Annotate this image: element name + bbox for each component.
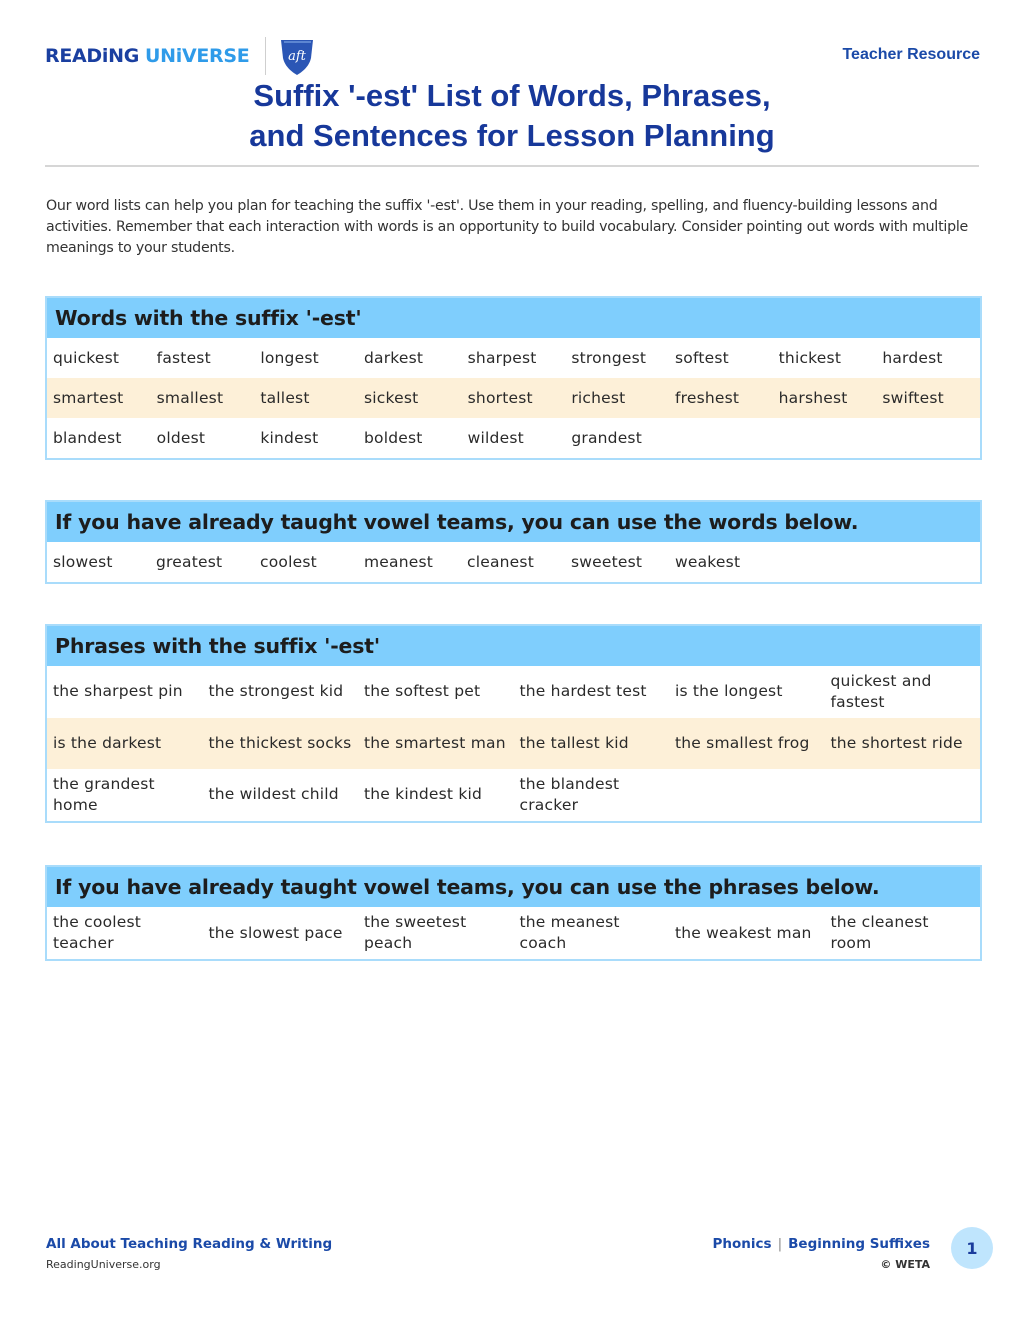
word-cell: hardest — [882, 348, 943, 367]
word-cell: coolest — [260, 552, 317, 571]
phrase-cell: the thickest socks — [203, 718, 359, 770]
word-cell: boldest — [363, 428, 423, 447]
phrase-cell: the coolest teacher — [53, 913, 142, 952]
word-cell: cleanest — [467, 552, 534, 571]
teacher-resource-label: Teacher Resource — [842, 46, 980, 63]
phrase-cell: the wildest child — [208, 785, 339, 804]
word-cell: darkest — [363, 348, 424, 367]
page-title — [0, 76, 1024, 156]
page-title-line-1: Suffix '-est' List of Words, Phrases, — [253, 78, 771, 113]
section-heading: If you have already taught vowel teams, you can use the words below. — [47, 502, 980, 542]
phrase-cell: the sweetest peach — [364, 913, 467, 952]
word-cell: blandest — [53, 428, 122, 447]
phrase-cell: the tallest kid — [514, 718, 670, 770]
phrase-cell: the smallest frog — [669, 718, 825, 770]
logo-universe-text: UNiVERSE — [145, 45, 250, 67]
word-cell: oldest — [156, 428, 206, 447]
word-cell: greatest — [156, 552, 223, 571]
word-cell: softest — [674, 348, 729, 367]
word-cell: grandest — [571, 428, 642, 447]
word-cell: sharpest — [467, 348, 537, 367]
section-words — [45, 296, 982, 460]
phrase-cell: the blandest cracker — [519, 774, 620, 814]
phrase-cell: the cleanest room — [830, 913, 929, 952]
word-cell: meanest — [364, 552, 434, 571]
word-cell: freshest — [669, 378, 773, 418]
word-cell: kindest — [260, 428, 319, 447]
footer-tagline: All About Teaching Reading & Writing — [46, 1236, 333, 1252]
word-grid — [47, 542, 980, 582]
intro-paragraph: Our word lists can help you plan for teaching the suffix '-est'. Use them in your reading, spelling, and fluency-building lessons and activities. Remember that each interaction with words is an opportunity to build vocabulary. Consider pointing out words with multiple meanings to your students. — [46, 198, 969, 256]
phrase-cell: is the longest — [675, 682, 783, 701]
word-cell: slowest — [53, 552, 113, 571]
reading-universe-logo — [45, 36, 316, 76]
word-cell: fastest — [156, 348, 211, 367]
word-cell: richest — [565, 378, 669, 418]
word-cell: tallest — [254, 378, 358, 418]
word-cell: sickest — [358, 378, 462, 418]
phrase-grid — [47, 907, 980, 959]
phrase-cell: the smartest man — [358, 718, 514, 770]
word-cell: quickest — [53, 348, 120, 367]
word-cell — [773, 418, 877, 458]
phrase-cell: the shortest ride — [825, 718, 981, 770]
page-title-line-2: and Sentences for Lesson Planning — [249, 118, 775, 153]
logo-reading-text: READiNG — [45, 45, 139, 67]
word-cell: wildest — [467, 428, 524, 447]
word-cell: weakest — [675, 552, 741, 571]
word-cell: smartest — [47, 378, 151, 418]
phrase-cell: the weakest man — [675, 923, 812, 942]
title-divider — [45, 165, 979, 167]
section-heading: Words with the suffix '-est' — [47, 298, 980, 338]
section-heading: If you have already taught vowel teams, you can use the phrases below. — [47, 867, 980, 907]
footer-category — [713, 1236, 930, 1252]
word-cell: strongest — [571, 348, 647, 367]
word-cell: shortest — [462, 378, 566, 418]
phrase-cell: the sharpest pin — [53, 682, 183, 701]
section-phrases — [45, 624, 982, 823]
phrase-cell: the hardest test — [519, 682, 647, 701]
word-cell: swiftest — [876, 378, 980, 418]
phrase-cell: the strongest kid — [208, 682, 344, 701]
svg-text:aft: aft — [288, 49, 307, 64]
word-cell: harshest — [773, 378, 877, 418]
phrase-cell: is the darkest — [47, 718, 203, 770]
section-vowel-team-phrases — [45, 865, 982, 961]
footer-category-topic: Beginning Suffixes — [788, 1236, 930, 1252]
phrase-cell: the slowest pace — [208, 923, 343, 942]
aft-shield-icon — [278, 36, 316, 76]
page-number-badge: 1 — [951, 1227, 993, 1269]
phrase-cell: the softest pet — [364, 682, 481, 701]
word-cell: smallest — [151, 378, 255, 418]
phrase-cell — [825, 769, 981, 821]
phrase-cell — [669, 769, 825, 821]
word-cell — [669, 418, 773, 458]
word-cell: longest — [260, 348, 319, 367]
word-cell: thickest — [778, 348, 842, 367]
footer-copyright: © WETA — [880, 1258, 930, 1271]
word-grid — [47, 338, 980, 458]
phrase-grid — [47, 666, 980, 821]
logo-divider — [265, 37, 266, 75]
phrase-cell: the grandest home — [53, 774, 155, 814]
section-heading: Phrases with the suffix '-est' — [47, 626, 980, 666]
footer-separator: | — [777, 1236, 783, 1252]
phrase-cell: the kindest kid — [364, 785, 483, 804]
phrase-cell: the meanest coach — [519, 913, 620, 952]
footer-url[interactable]: ReadingUniverse.org — [46, 1258, 161, 1271]
word-cell — [876, 418, 980, 458]
footer-category-phonics: Phonics — [712, 1236, 772, 1252]
word-cell: sweetest — [571, 552, 643, 571]
section-vowel-team-words — [45, 500, 982, 584]
phrase-cell: quickest and fastest — [830, 671, 932, 711]
